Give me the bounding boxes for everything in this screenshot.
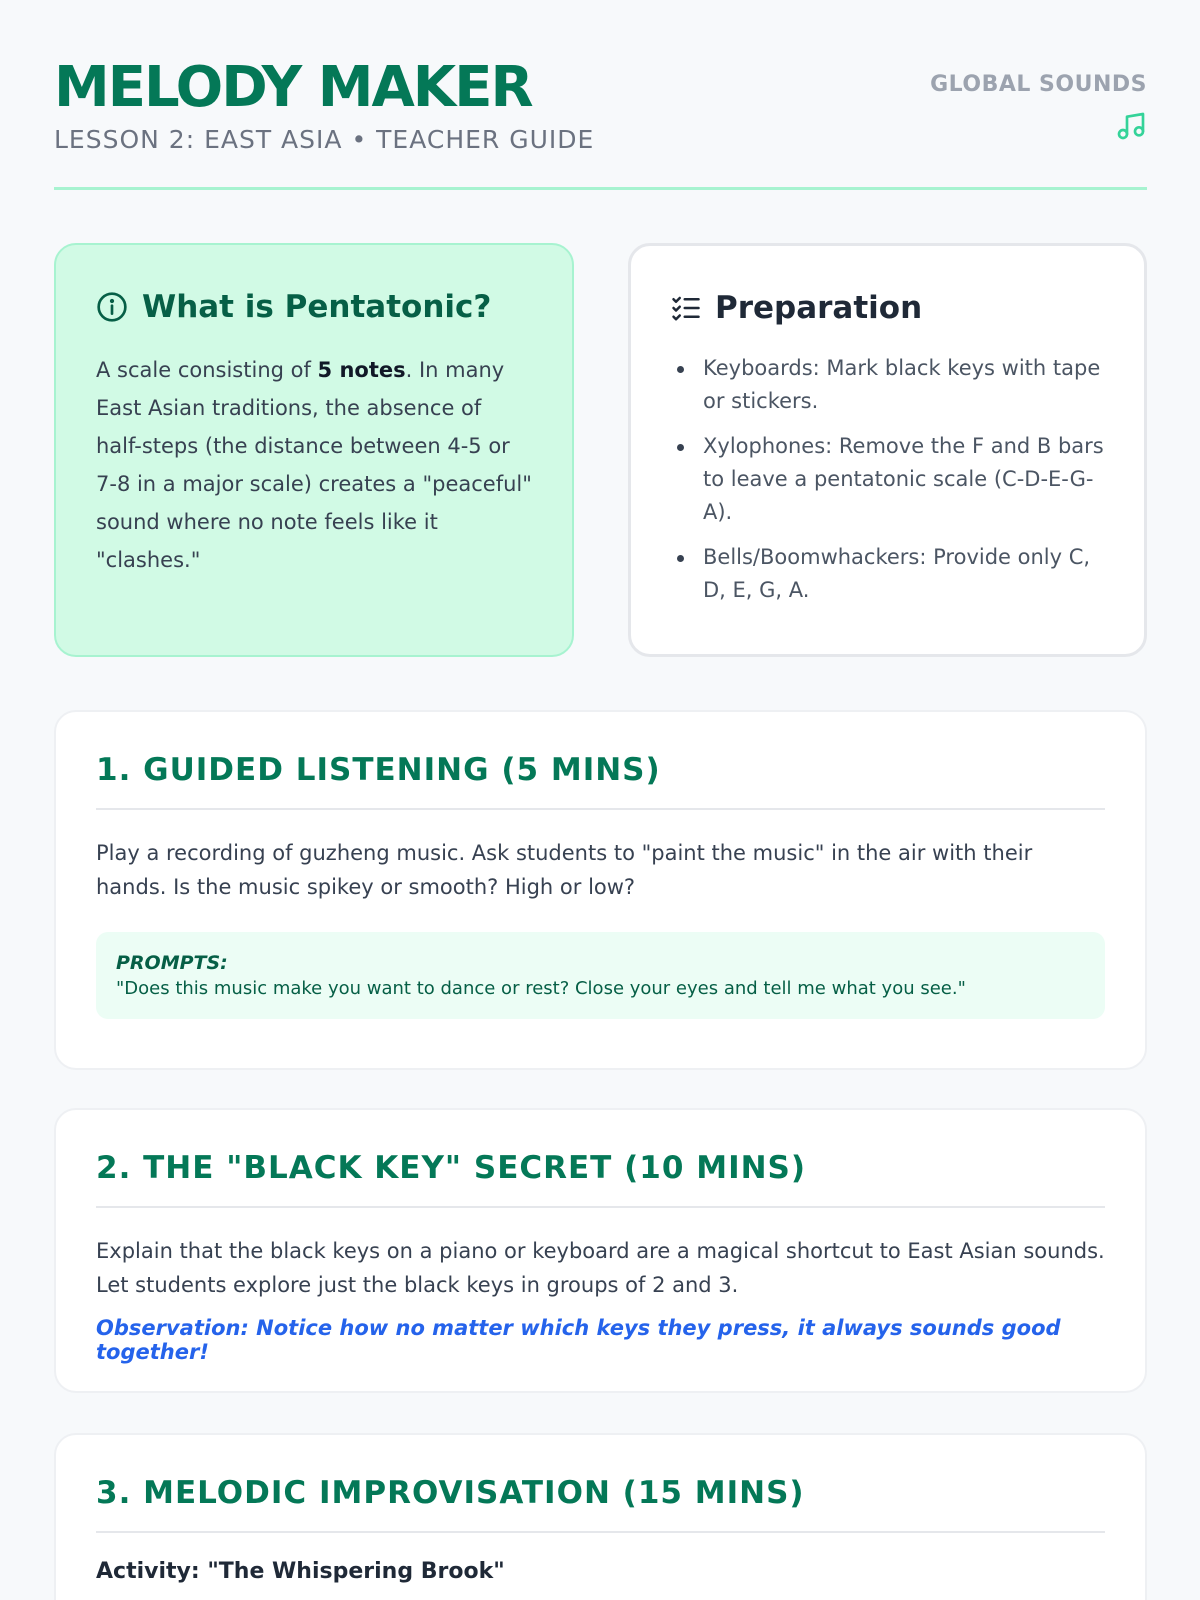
- info-card-header: [96, 289, 532, 325]
- info-text-part: A scale consisting of: [96, 358, 318, 382]
- section-black-key-secret: [54, 1108, 1147, 1393]
- activity-title: Activity: "The Whispering Brook": [96, 1559, 505, 1584]
- brand-label: GLOBAL SOUNDS: [930, 72, 1147, 97]
- list-item: Xylophones: Remove the F and B bars to leave a pentatonic scale (C-D-E-G-A).: [671, 430, 1104, 529]
- prompt-label: PROMPTS:: [116, 952, 228, 974]
- section-title: 1. GUIDED LISTENING (5 MINS): [96, 752, 1105, 810]
- info-icon: [96, 291, 128, 323]
- prompt-box: [96, 932, 1105, 1019]
- page-header: [54, 0, 1147, 190]
- observation-note: Observation: Notice how no matter which keys they press, it always sounds good together!: [96, 1316, 1061, 1364]
- lesson-page: [54, 0, 1147, 1584]
- pentatonic-info-card: [54, 243, 574, 657]
- prep-list: [671, 352, 1104, 607]
- info-text-bold: 5 notes: [317, 358, 406, 382]
- section-guided-listening: [54, 710, 1147, 1070]
- info-card-text: [96, 351, 532, 579]
- list-item: Bells/Boomwhackers: Provide only C, D, E, G, A.: [671, 541, 1104, 607]
- prep-card-title: Preparation: [715, 290, 923, 326]
- info-card-title: What is Pentatonic?: [142, 289, 492, 325]
- section-title: 2. THE "BLACK KEY" SECRET (10 MINS): [96, 1150, 1105, 1208]
- checklist-icon: [671, 293, 701, 323]
- preparation-card: [628, 243, 1147, 657]
- prompt-text: "Does this music make you want to dance or rest? Close your eyes and tell me what you see.": [116, 978, 966, 999]
- section-body: Explain that the black keys on a piano or keyboard are a magical shortcut to East Asian sounds. Let students explore just the black keys in groups of 2 and 3.: [96, 1239, 1105, 1297]
- list-item: Keyboards: Mark black keys with tape or stickers.: [671, 352, 1104, 418]
- info-text-part: . In many East Asian traditions, the absence of half-steps (the distance between 4-5 or 7-8 in a major scale) creates a "peaceful" sound where no note feels like it "clashes.": [96, 358, 532, 572]
- section-body: Play a recording of guzheng music. Ask students to "paint the music" in the air with their hands. Is the music spikey or smooth? High or low?: [96, 841, 1033, 899]
- section-melodic-improvisation: [54, 1433, 1147, 1600]
- page-subtitle: LESSON 2: EAST ASIA • TEACHER GUIDE: [54, 125, 595, 154]
- music-note-icon: [1115, 110, 1147, 142]
- prep-card-header: [671, 290, 1104, 326]
- page-title: MELODY MAKER: [54, 55, 532, 120]
- section-title: 3. MELODIC IMPROVISATION (15 MINS): [96, 1475, 1105, 1533]
